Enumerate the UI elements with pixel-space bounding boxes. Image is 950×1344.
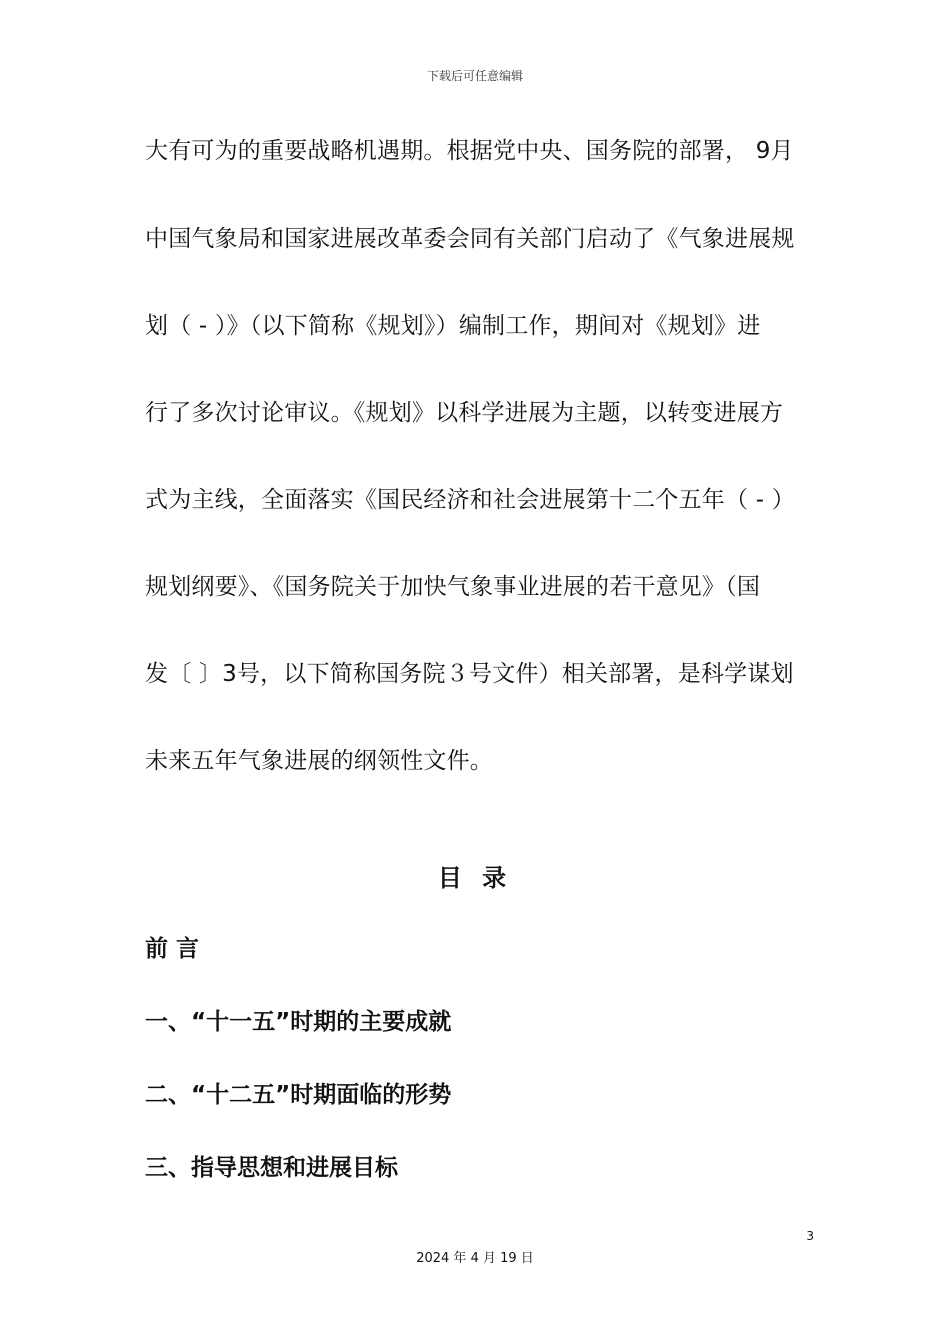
body-line-4: 行了多次讨论审议。《规划》以科学进展为主题，以转变进展方 bbox=[145, 400, 784, 426]
toc-title: 目 录 bbox=[437, 864, 513, 892]
toc-item-1: 一、“十一五”时期的主要成就 bbox=[145, 1009, 452, 1035]
toc-item-preface: 前 言 bbox=[145, 936, 200, 962]
body-line-6: 规划纲要》、《国务院关于加快气象事业进展的若干意见》（国 bbox=[145, 574, 761, 600]
body-line-1: 大有可为的重要战略机遇期。根据党中央、国务院的部署， 9月 bbox=[145, 138, 794, 164]
body-line-5: 式为主线，全面落实《国民经济和社会进展第十二个五年（ - ） bbox=[145, 487, 795, 513]
page-number: 3 bbox=[806, 1229, 814, 1243]
body-line-2: 中国气象局和国家进展改革委会同有关部门启动了《气象进展规 bbox=[145, 226, 795, 252]
body-line-3: 划（ - ）》（以下简称《规划》）编制工作，期间对《规划》进 bbox=[145, 313, 761, 339]
toc-item-2: 二、“十二五”时期面临的形势 bbox=[145, 1082, 452, 1108]
body-line-8: 未来五年气象进展的纲领性文件。 bbox=[145, 748, 493, 774]
page-header: 下载后可任意编辑 bbox=[426, 69, 523, 83]
toc-item-3: 三、指导思想和进展目标 bbox=[145, 1155, 398, 1181]
footer-date: 2024 年 4 月 19 日 bbox=[416, 1251, 534, 1266]
body-line-7: 发〔 〕3号，以下简称国务院３号文件）相关部署，是科学谋划 bbox=[145, 661, 794, 687]
